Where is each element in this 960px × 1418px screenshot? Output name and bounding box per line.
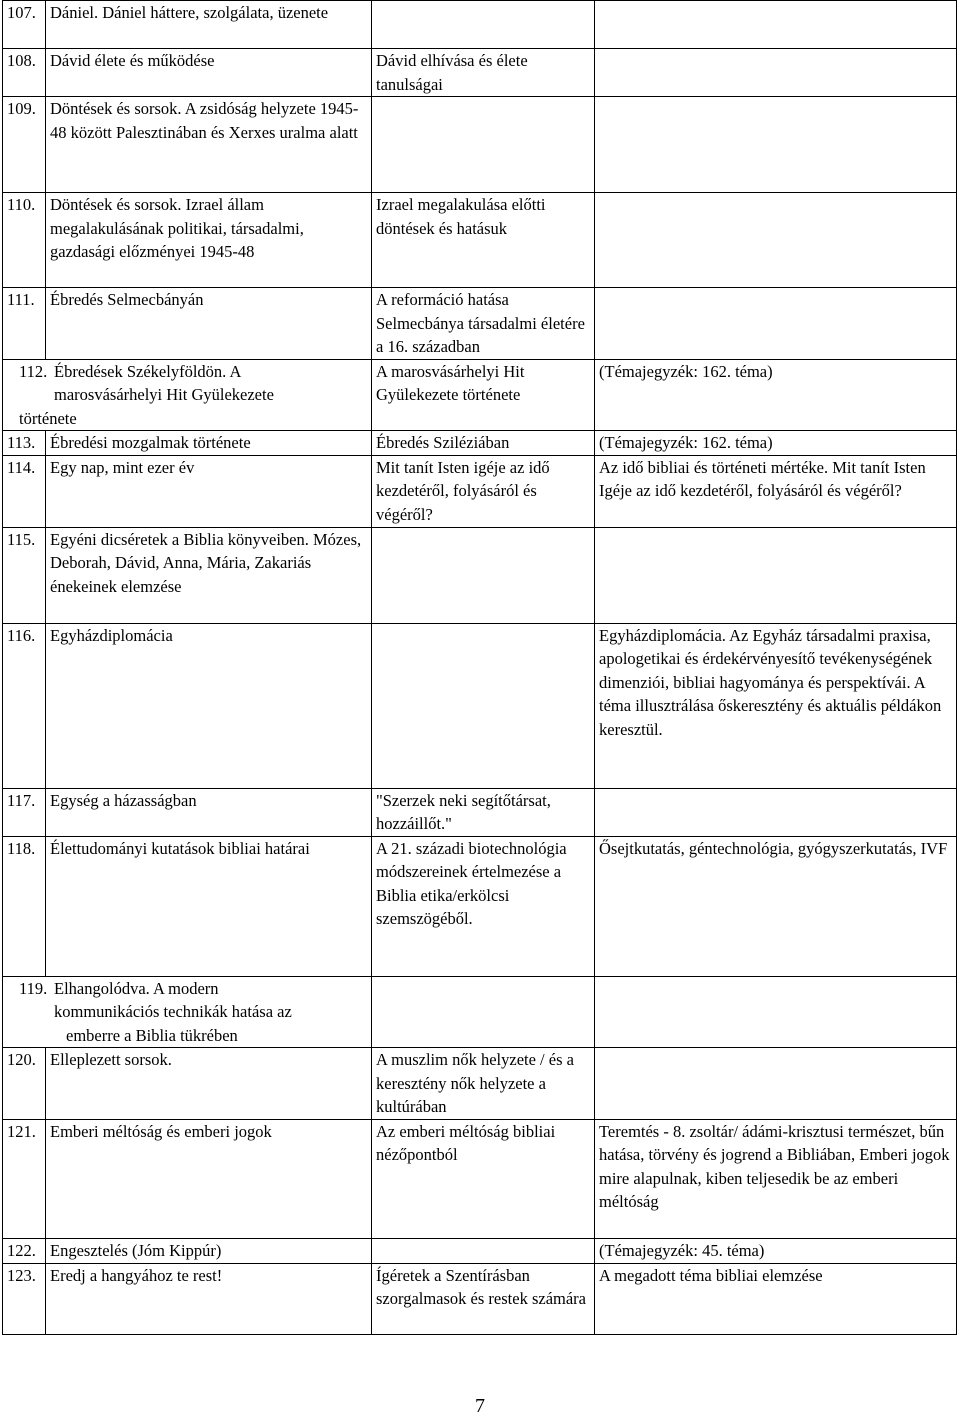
thesis-note: (Témajegyzék: 162. téma) <box>595 359 957 431</box>
thesis-note: Teremtés - 8. zsoltár/ ádámi-krisztusi természet, bűn hatása, törvény és jogrend a Bibliában, Emberi jogok mire alapulnak, kiben teljesedik be az emberi méltóság <box>595 1119 957 1238</box>
thesis-title: Dániel. Dániel háttere, szolgálata, üzenete <box>46 1 372 49</box>
thesis-note: A megadott téma bibliai elemzése <box>595 1263 957 1334</box>
thesis-note <box>595 49 957 97</box>
table-row <box>3 1119 957 1238</box>
row-number: 123. <box>3 1263 46 1334</box>
thesis-title: Egyházdiplomácia <box>46 623 372 788</box>
row-number: 114. <box>3 455 46 527</box>
topics-table <box>2 0 957 1335</box>
thesis-title-wrap: története <box>19 408 77 428</box>
table-row <box>3 1238 957 1263</box>
thesis-note <box>595 1 957 49</box>
row-number: 110. <box>3 193 46 288</box>
table-row <box>3 623 957 788</box>
thesis-topic <box>372 976 595 1048</box>
table-row <box>3 431 957 456</box>
thesis-title: Döntések és sorsok. A zsidóság helyzete 1945-48 között Palesztinában és Xerxes uralma alatt <box>46 97 372 193</box>
thesis-title: Eredj a hangyához te rest! <box>46 1263 372 1334</box>
row-number: 115. <box>3 527 46 623</box>
table-row <box>3 1048 957 1120</box>
thesis-title: Ébredési mozgalmak története <box>46 431 372 456</box>
table-row <box>3 527 957 623</box>
thesis-note: Az idő bibliai és történeti mértéke. Mit tanít Isten Igéje az idő kezdetéről, folyásáról és végéről? <box>595 455 957 527</box>
thesis-topic <box>372 623 595 788</box>
thesis-note: Ősejtkutatás, géntechnológia, gyógyszerkutatás, IVF <box>595 836 957 976</box>
thesis-topic: "Szerzek neki segítőtársat, hozzáillőt." <box>372 788 595 836</box>
thesis-title: Elleplezett sorsok. <box>46 1048 372 1120</box>
thesis-title: Dávid élete és működése <box>46 49 372 97</box>
table-row <box>3 49 957 97</box>
thesis-note: Egyházdiplomácia. Az Egyház társadalmi praxisa, apologetikai és érdekérvényesítő tevékenységének dimenziói, bibliai hagyománya és perspektívái. A téma illusztrálása őskeresztény és aktuális példákon keresztül. <box>595 623 957 788</box>
row-number: 119. <box>19 978 48 998</box>
thesis-topic: A reformáció hatása Selmecbánya társadalmi életére a 16. században <box>372 288 595 360</box>
thesis-topic: Izrael megalakulása előtti döntések és hatásuk <box>372 193 595 288</box>
row-number: 116. <box>3 623 46 788</box>
thesis-title-lines <box>50 360 367 407</box>
row-number: 111. <box>3 288 46 360</box>
thesis-note: (Témajegyzék: 45. téma) <box>595 1238 957 1263</box>
table-row <box>3 1263 957 1334</box>
row-number: 113. <box>3 431 46 456</box>
thesis-topic: A marosvásárhelyi Hit Gyülekezete története <box>372 359 595 431</box>
thesis-note: (Témajegyzék: 162. téma) <box>595 431 957 456</box>
thesis-note <box>595 527 957 623</box>
table-row <box>3 193 957 288</box>
table-row <box>3 455 957 527</box>
table-row <box>3 836 957 976</box>
thesis-topic: Dávid elhívása és élete tanulságai <box>372 49 595 97</box>
thesis-topic: Ígéretek a Szentírásban szorgalmasok és restek számára <box>372 1263 595 1334</box>
row-number: 108. <box>3 49 46 97</box>
table-row <box>3 1 957 49</box>
table-row <box>3 976 957 1048</box>
thesis-topic <box>372 527 595 623</box>
thesis-topic: Mit tanít Isten igéje az idő kezdetéről, folyásáról és végéről? <box>372 455 595 527</box>
thesis-topic: Az emberi méltóság bibliai nézőpontból <box>372 1119 595 1238</box>
thesis-note <box>595 788 957 836</box>
row-number: 109. <box>3 97 46 193</box>
table-row <box>3 788 957 836</box>
thesis-note <box>595 1048 957 1120</box>
thesis-title-line: Elhangolódva. A modern <box>54 978 219 998</box>
row-number: 112. <box>19 361 48 381</box>
thesis-topic <box>372 1238 595 1263</box>
thesis-topic: Ébredés Sziléziában <box>372 431 595 456</box>
thesis-note <box>595 976 957 1048</box>
thesis-title-cell <box>3 976 372 1048</box>
row-number: 107. <box>3 1 46 49</box>
thesis-title-line: kommunikációs technikák hatása az <box>54 1002 292 1021</box>
table-row <box>3 288 957 360</box>
thesis-topic <box>372 1 595 49</box>
row-number: 120. <box>3 1048 46 1120</box>
row-number: 117. <box>3 788 46 836</box>
thesis-title: Ébredés Selmecbányán <box>46 288 372 360</box>
table-row <box>3 97 957 193</box>
thesis-note <box>595 193 957 288</box>
page-number: 7 <box>475 1395 485 1417</box>
thesis-title-lines <box>50 977 367 1024</box>
thesis-topic: A muszlim nők helyzete / és a keresztény nők helyzete a kultúrában <box>372 1048 595 1120</box>
table-row <box>3 359 957 431</box>
row-number: 121. <box>3 1119 46 1238</box>
thesis-topic <box>372 97 595 193</box>
thesis-note <box>595 97 957 193</box>
thesis-title-line: Ébredések Székelyföldön. A <box>54 361 242 381</box>
thesis-title: Döntések és sorsok. Izrael állam megalakulásának politikai, társadalmi, gazdasági előzményei 1945-48 <box>46 193 372 288</box>
thesis-title: Emberi méltóság és emberi jogok <box>46 1119 372 1238</box>
thesis-title: Engesztelés (Jóm Kippúr) <box>46 1238 372 1263</box>
thesis-title-cell <box>3 359 372 431</box>
thesis-title: Egyéni dicséretek a Biblia könyveiben. Mózes, Deborah, Dávid, Anna, Mária, Zakariás énekeinek elemzése <box>46 527 372 623</box>
thesis-title-line: marosvásárhelyi Hit Gyülekezete <box>54 385 274 404</box>
thesis-title: Élettudományi kutatások bibliai határai <box>46 836 372 976</box>
thesis-title: Egység a házasságban <box>46 788 372 836</box>
row-number: 118. <box>3 836 46 976</box>
thesis-note <box>595 288 957 360</box>
row-number: 122. <box>3 1238 46 1263</box>
thesis-title-wrap: emberre a Biblia tükrében <box>66 1025 238 1045</box>
thesis-topic: A 21. századi biotechnológia módszereinek értelmezése a Biblia etika/erkölcsi szemszögéből. <box>372 836 595 976</box>
thesis-title: Egy nap, mint ezer év <box>46 455 372 527</box>
